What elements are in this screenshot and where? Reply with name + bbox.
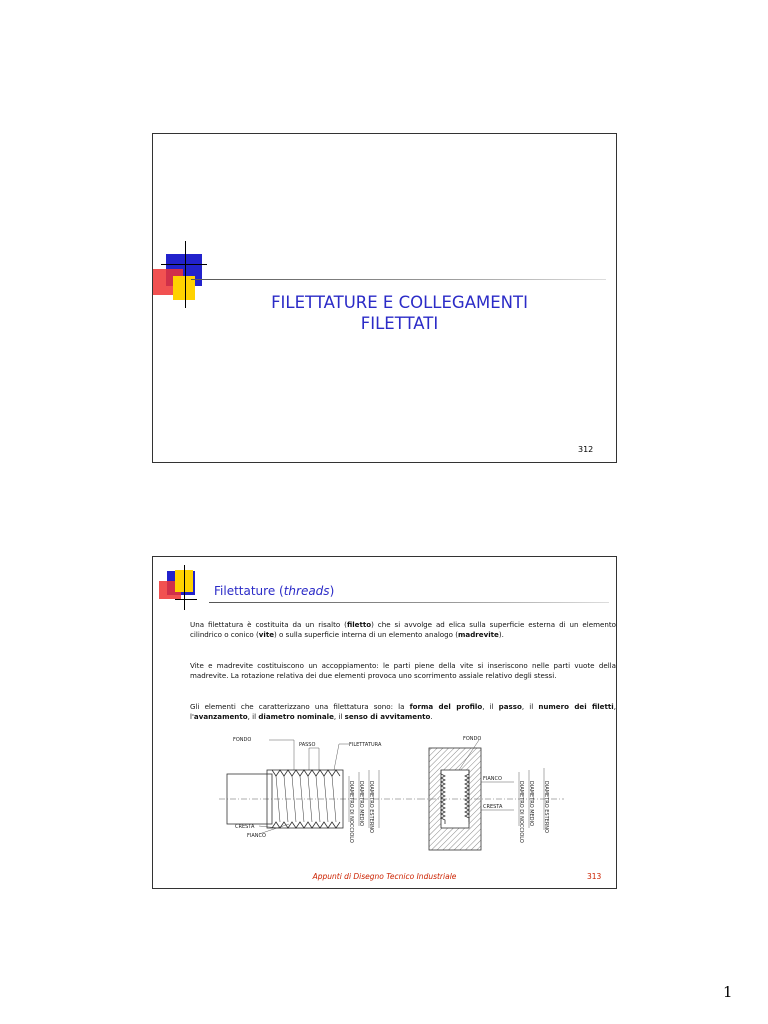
label-fondo-left: FONDO	[233, 737, 252, 743]
page-number: 1	[723, 983, 733, 1001]
label-filettatura: FILETTATURA	[349, 742, 382, 748]
slide-heading	[214, 584, 334, 598]
label-passo: PASSO	[299, 742, 316, 748]
slide-footer: Appunti di Disegno Tecnico Industriale	[312, 872, 457, 881]
heading-italic: threads	[283, 584, 330, 598]
label-fianco-right: FIANCO	[483, 776, 502, 782]
screw-drawing	[219, 740, 419, 834]
paragraph-1: Una filettatura è costituita da un risalto (filetto) che si avvolge ad elica sulla superficie esterna di un elemento cilindrico o conico (vite) o sulla superficie interna di un elemento analogo (madrevite).	[190, 620, 616, 639]
title-rule	[191, 279, 606, 280]
decorative-blocks	[153, 557, 213, 617]
paragraph-2: Vite e madrevite costituiscono un accoppiamento: le parti piene della vite si inseriscono nelle parti vuote della madrevite. La rotazione relativa dei due elementi provoca uno scorrimento assiale relativo degli stessi.	[190, 661, 616, 680]
label-diam-esterno-left: DIAMETRO ESTERNO	[368, 781, 374, 833]
label-cresta-right: CRESTA	[483, 804, 503, 810]
slide-title	[213, 292, 586, 334]
slide-title-line1: FILETTATURE E COLLEGAMENTI	[271, 293, 528, 312]
slide-title-line2: FILETTATI	[360, 314, 439, 333]
slide-number: 313	[587, 872, 602, 881]
label-cresta-left: CRESTA	[235, 824, 255, 830]
thread-diagram	[219, 734, 569, 854]
label-fianco-left: FIANCO	[247, 833, 266, 839]
heading-close: )	[329, 584, 335, 598]
heading-text: Filettature (	[214, 584, 284, 598]
label-diam-esterno-right: DIAMETRO ESTERNO	[543, 781, 549, 833]
label-diam-nocciolo-right: DIAMETRO DI NOCCIOLO	[518, 781, 524, 843]
label-diam-medio-right: DIAMETRO MEDIO	[528, 781, 534, 827]
slide-number: 312	[578, 445, 594, 454]
title-rule	[209, 602, 609, 603]
label-diam-nocciolo-left: DIAMETRO DI NOCCIOLO	[348, 781, 354, 843]
slide-312	[152, 133, 617, 463]
decorative-blocks	[153, 134, 213, 334]
slide-313	[152, 556, 617, 889]
nut-drawing	[419, 740, 564, 850]
label-fondo-right: FONDO	[463, 736, 482, 742]
label-diam-medio-left: DIAMETRO MEDIO	[358, 781, 364, 827]
paragraph-3: Gli elementi che caratterizzano una filettatura sono: la forma del profilo, il passo, il numero dei filetti, l'avanzamento, il diametro nominale, il senso di avvitamento.	[190, 702, 616, 721]
